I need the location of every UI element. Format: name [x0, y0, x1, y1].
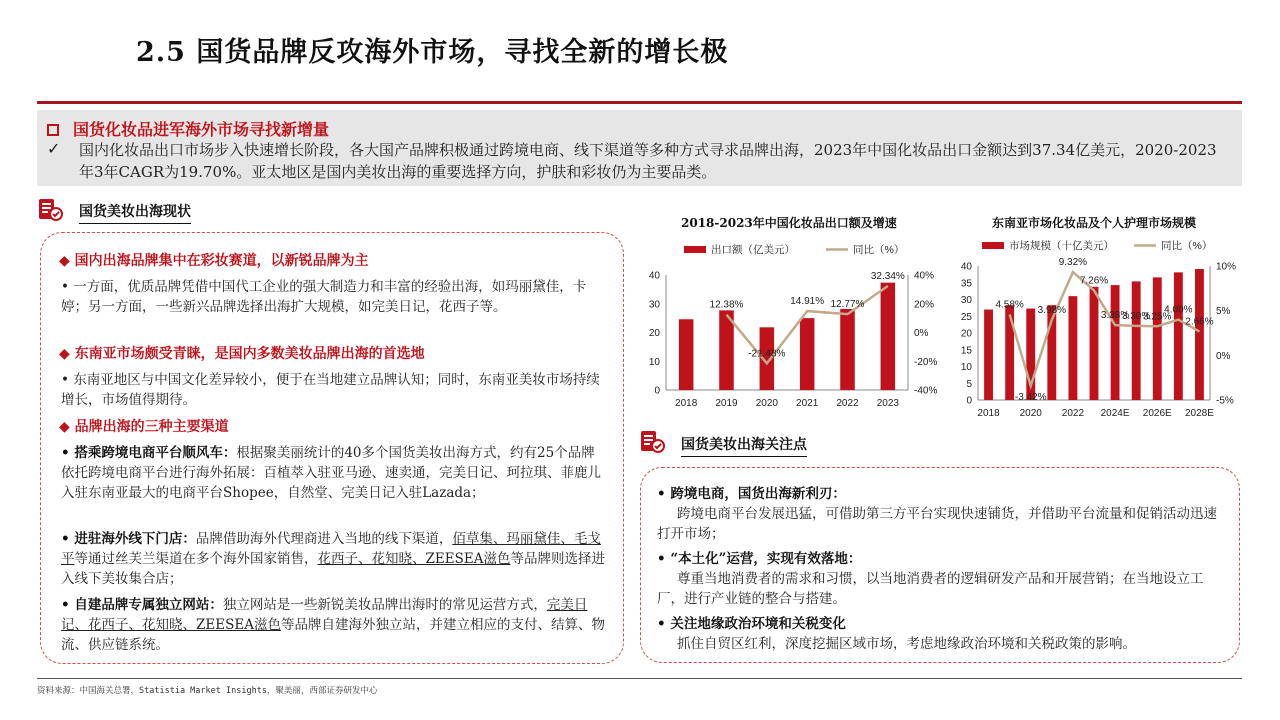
square-bullet-icon: [47, 124, 59, 136]
channel-website-title: • 自建品牌专属独立网站：: [61, 597, 223, 613]
bar: [1132, 281, 1141, 400]
channel-ecommerce-text: 根据聚美丽统计的40多个国货美妆出海方式，约有25个品牌依托跨境电商平台进行海外拓展：百植萃入驻亚马逊、速卖通，完美日记、珂拉琪、菲鹿儿入驻东南亚最大的电商平台Shopee，自然堂、完美日记入驻Lazada；: [61, 445, 601, 501]
y2-tick-label: 40%: [914, 270, 935, 282]
growth-data-label: 4.00%: [1164, 304, 1193, 316]
growth-data-label: 3.30%: [1122, 310, 1151, 322]
y-tick-label: 20: [648, 328, 660, 339]
growth-data-label: 32.34%: [870, 271, 905, 283]
bar: [1068, 296, 1077, 400]
growth-data-label: 3.25%: [1143, 311, 1172, 323]
left-block-text-2: • 东南亚地区与中国文化差异较小，便于在当地建立品牌认知；同时，东南亚美妆市场持续增长，市场值得期待。: [61, 372, 600, 408]
y-tick-label: 40: [648, 270, 660, 282]
y-tick-label: 25: [960, 311, 972, 323]
x-tick-label: 2018: [977, 408, 1000, 419]
y2-tick-label: 0%: [1216, 350, 1231, 362]
legend-bar-label: 市场规模（十亿美元）: [1009, 240, 1114, 252]
y-tick-label: 0: [966, 395, 972, 407]
left-block-heading-2: ◆ 东南亚市场颇受青睐，是国内多数美妆品牌出海的首选地: [59, 346, 425, 362]
legend-bar-swatch: [684, 246, 706, 253]
bar: [1195, 269, 1204, 400]
focus-heading-3: • 关注地缘政治环境和关税变化: [657, 616, 846, 632]
y2-tick-label: -20%: [914, 356, 938, 368]
x-tick-label: 2018: [675, 398, 698, 409]
growth-data-label: -21.48%: [748, 348, 786, 360]
channel-offline-text-3: 等品牌则选择进入线下美妆集合店；: [61, 551, 605, 587]
chart1-title: 2018-2023年中国化妆品出口额及增速: [681, 216, 897, 230]
y-tick-label: 5: [966, 378, 972, 390]
channel-offline-text-2: 等通过丝芙兰渠道在多个海外国家销售，: [74, 551, 318, 567]
y-tick-label: 15: [960, 345, 972, 357]
footer-divider: [37, 678, 1242, 679]
channel-ecommerce: [61, 443, 606, 503]
bar: [881, 283, 896, 390]
channel-website-text-2: 等品牌自建海外独立站，并建立相应的支付、结算、物流、供应链系统。: [61, 617, 605, 653]
check-icon: ✓: [47, 139, 61, 158]
y-tick-label: 40: [960, 261, 972, 273]
growth-data-label: 14.91%: [790, 296, 825, 308]
focus-heading-1: • 跨境电商，国货出海新利刃：: [657, 486, 846, 502]
growth-data-label: 2.66%: [1185, 316, 1214, 328]
y2-tick-label: -5%: [1216, 395, 1234, 407]
channel-website-brands: 完美日记、花西子、花知晓、ZEESEA滋色: [61, 597, 588, 633]
left-block-text-1: • 一方面，优质品牌凭借中国代工企业的强大制造力和丰富的经验出海，如玛丽黛佳，卡婷；另一方面，一些新兴品牌选择出海扩大规模，如完美日记，花西子等。: [61, 279, 587, 315]
bar: [840, 309, 855, 390]
x-tick-label: 2020: [1019, 408, 1042, 419]
growth-data-label: 3.38%: [1100, 310, 1130, 322]
bar: [1153, 277, 1162, 400]
bar: [1005, 305, 1014, 400]
summary-heading-text: 国货化妆品进军海外市场寻找新增量: [73, 120, 330, 139]
y-tick-label: 30: [960, 295, 972, 306]
y2-tick-label: 0%: [914, 328, 929, 339]
bar: [1090, 287, 1099, 400]
x-tick-label: 2022: [1061, 408, 1085, 419]
legend-bar-swatch: [982, 242, 1004, 249]
y-tick-label: 10: [960, 362, 972, 373]
summary-box: [37, 110, 1242, 186]
x-tick-label: 2022: [836, 398, 859, 409]
y-tick-label: 30: [648, 299, 660, 311]
y-tick-label: 20: [960, 328, 972, 340]
chart2-sea-market: [952, 234, 1242, 422]
channel-offline-text-1: 品牌借助海外代理商进入当地的线下渠道，: [195, 531, 453, 547]
focus-heading-2: • “本土化”运营，实现有效落地：: [657, 551, 862, 567]
x-tick-label: 2024E: [1100, 408, 1130, 419]
channel-offline-brands-1: 佰草集、玛丽黛佳、毛戈平: [61, 531, 601, 567]
y-tick-label: 10: [648, 356, 660, 368]
summary-text: 国内化妆品出口市场步入快速增长阶段，各大国产品牌积极通过跨境电商、线下渠道等多种方式寻求品牌出海，2023年中国化妆品出口金额达到37.34亿美元，2020-2023年3年CAGR为19.70%。亚太地区是国内美妆出海的重要选择方向，护肤和彩妆仍为主要品类。: [79, 141, 1217, 181]
bar: [1111, 285, 1120, 400]
report-icon: [640, 430, 666, 458]
left-block-heading-1: ◆ 国内出海品牌集中在彩妆赛道，以新锐品牌为主: [59, 253, 369, 269]
summary-heading: [47, 117, 329, 140]
legend-line-label: 同比（%）: [1161, 240, 1213, 252]
channel-offline-title: • 进驻海外线下门店：: [61, 531, 196, 547]
growth-data-label: 4.58%: [995, 299, 1024, 311]
x-tick-label: 2021: [796, 398, 819, 409]
right-section-title: 国货美妆出海关注点: [681, 434, 807, 454]
y-tick-label: 0: [654, 385, 660, 397]
focus-text-3: 抓住自贸区红利，深度挖掘区域市场，考虑地缘政治环境和关税政策的影响。: [677, 636, 1136, 652]
y2-tick-label: 20%: [914, 299, 935, 311]
growth-data-label: 12.77%: [830, 299, 865, 311]
page-title: 2.5 国货品牌反攻海外市场，寻找全新的增长极: [136, 37, 729, 68]
x-tick-label: 2020: [755, 398, 778, 409]
chart2-title: 东南亚市场化妆品及个人护理市场规模: [992, 216, 1197, 230]
source-note: 资料来源：中国海关总署，Statistia Market Insights，聚美丽，西部证券研发中心: [37, 686, 378, 696]
growth-data-label: 3.98%: [1037, 304, 1066, 316]
x-tick-label: 2026E: [1142, 408, 1172, 419]
bar: [679, 319, 694, 390]
channel-ecommerce-title: • 搭乘跨境电商平台顺风车：: [61, 445, 237, 461]
growth-line: [1010, 272, 1200, 386]
bar: [1174, 272, 1183, 400]
channel-website: [61, 595, 606, 655]
x-tick-label: 2028E: [1184, 408, 1214, 419]
bar: [984, 310, 993, 400]
channel-offline: [61, 529, 606, 589]
legend-bar-label: 出口额（亿美元）: [711, 244, 795, 256]
title-divider: [37, 101, 1242, 104]
y2-tick-label: -40%: [914, 385, 938, 397]
chart1-export-value: [636, 234, 946, 414]
y2-tick-label: 5%: [1216, 306, 1231, 318]
x-tick-label: 2019: [715, 398, 738, 409]
y-tick-label: 35: [960, 278, 972, 290]
channel-website-text-1: 独立网站是一些新锐美妆品牌出海时的常见运营方式，: [222, 597, 547, 613]
growth-data-label: 9.32%: [1058, 257, 1088, 269]
right-content-box: [640, 467, 1240, 663]
focus-text-1: 跨境电商平台发展迅猛，可借助第三方平台实现快速铺货，并借助平台流量和促销活动迅速打开市场；: [657, 506, 1217, 542]
report-icon: [38, 198, 64, 226]
focus-text-2: 尊重当地消费者的需求和习惯，以当地消费者的逻辑研发产品和开展营销；在当地设立工厂，进行产业链的整合与搭建。: [657, 571, 1204, 607]
left-content-box: [40, 232, 624, 664]
left-block-heading-3: ◆ 品牌出海的三种主要渠道: [59, 419, 229, 435]
x-tick-label: 2023: [876, 398, 899, 409]
y2-tick-label: 10%: [1216, 261, 1237, 273]
channel-offline-brands-2: 花西子、花知晓、ZEESEA滋色: [317, 551, 511, 567]
growth-data-label: 7.26%: [1079, 275, 1109, 287]
bar: [800, 318, 815, 390]
growth-data-label: -3.42%: [1014, 391, 1047, 403]
left-section-title: 国货美妆出海现状: [79, 201, 191, 221]
growth-data-label: 12.38%: [709, 299, 744, 311]
legend-line-label: 同比（%）: [853, 244, 905, 256]
